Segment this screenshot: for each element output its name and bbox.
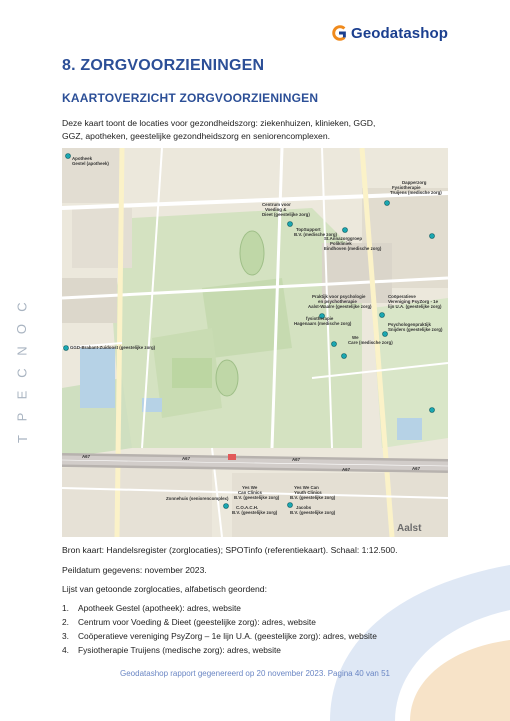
map-marker[interactable] [343,228,348,233]
map-canvas [62,148,448,537]
map-label: St.Annazorggroep Polikliniek Eindhoven (medische zorg) [324,236,382,251]
map-label: Centrum voor Voeding & Dieet (geestelijke zorg) [262,202,310,217]
section-subheading: KAARTOVERZICHT ZORGVOORZIENINGEN [62,91,319,105]
map-label: GGD-Brabant-Zuidoost (geestelijke zorg) [70,345,156,350]
intro-line: GGZ, apotheken, geestelijke gezondheidszorg en seniorencomplexen. [62,131,331,141]
map-marker[interactable] [342,354,347,359]
map-marker[interactable] [288,222,293,227]
map-label: fysiotherapie Hagenaars (medische zorg) [294,316,352,326]
page-footer: Geodatashop rapport gegenereerd op 20 november 2023. Pagina 40 van 51 [120,669,390,678]
place-label: Aalst [397,523,422,534]
watermark-letter: N [14,345,30,356]
watermark-letter: T [14,434,30,443]
geodatashop-logo [330,24,448,42]
watermark-letter: C [14,367,30,378]
list-item [62,601,377,615]
geodatashop-logo-icon [330,24,348,42]
map-label: We Care (medische zorg) [348,335,393,345]
road-label: A67 [412,466,421,471]
map-marker[interactable] [224,504,229,509]
map-label: Yes We Can Clinics B.V. (geestelijke zorg) [234,485,280,500]
road-label: A67 [82,454,91,459]
concept-watermark [12,300,32,445]
watermark-letter: P [14,411,30,422]
list-number: 3. [62,631,69,641]
list-item [62,643,377,657]
map-label: Apotheek Gestel (apotheek) [72,156,109,166]
map-marker[interactable] [380,313,385,318]
list-text: Apotheek Gestel (apotheek): adres, website [78,603,241,613]
list-number: 1. [62,603,69,613]
list-number: 4. [62,645,69,655]
map-label: Jacobs B.V. (geestelijke zorg) [290,505,336,515]
map-marker[interactable] [430,234,435,239]
intro-paragraph [62,117,454,143]
map-label: Dapperzorg Fysiotherapie Truijens (medische zorg) [390,180,442,195]
map-marker[interactable] [430,408,435,413]
watermark-letter: O [14,322,30,335]
road-label: A67 [182,456,191,461]
reference-date: Peildatum gegevens: november 2023. [62,565,207,575]
logo-text: Geodatashop [351,24,448,42]
map-label: Psychologenpraktijk Snijders (geestelijke zorg) [388,322,443,332]
care-facilities-map[interactable] [62,148,448,537]
list-text: Fysiotherapie Truijens (medische zorg): adres, website [78,645,281,655]
map-label: Yes We Can Youth Clinics B.V. (geestelijke zorg) [290,485,336,500]
map-marker[interactable] [288,503,293,508]
list-text: Coöperatieve vereniging PsyZorg – 1e lijn U.A. (geestelijke zorg): adres, website [78,631,377,641]
map-label: TopSupport B.V. (medische zorg) [294,227,338,237]
map-label: Coöperatieve Vereniging PsyZorg - 1e lijn U.A. (geestelijke zorg) [388,294,442,309]
map-marker[interactable] [332,342,337,347]
list-heading: Lijst van getoonde zorglocaties, alfabetisch geordend: [62,584,267,594]
intro-line: Deze kaart toont de locaties voor gezondheidszorg: ziekenhuizen, klinieken, GGD, [62,118,376,128]
watermark-letter: C [14,301,30,312]
map-marker[interactable] [385,201,390,206]
map-label: Praktijk voor psychologie en psychotherapie Aalst-Waalre (geestelijke zorg) [308,294,372,309]
list-item [62,629,377,643]
map-marker[interactable] [66,154,71,159]
map-label: C.O.A.C.H. B.V. (geestelijke zorg) [232,505,278,515]
road-label: A67 [292,457,301,462]
facility-list [62,601,377,657]
map-caption: Bron kaart: Handelsregister (zorglocaties); SPOTinfo (referentiekaart). Schaal: 1:12.500. [62,545,398,555]
list-item [62,615,377,629]
map-marker[interactable] [383,332,388,337]
map-marker[interactable] [64,346,69,351]
section-heading: 8. ZORGVOORZIENINGEN [62,57,265,74]
watermark-letter: E [14,389,30,400]
list-number: 2. [62,617,69,627]
road-label: A67 [342,467,351,472]
list-text: Centrum voor Voeding & Dieet (geestelijke zorg): adres, website [78,617,316,627]
map-label: Zonnehuis (seniorencomplex) [166,496,229,501]
